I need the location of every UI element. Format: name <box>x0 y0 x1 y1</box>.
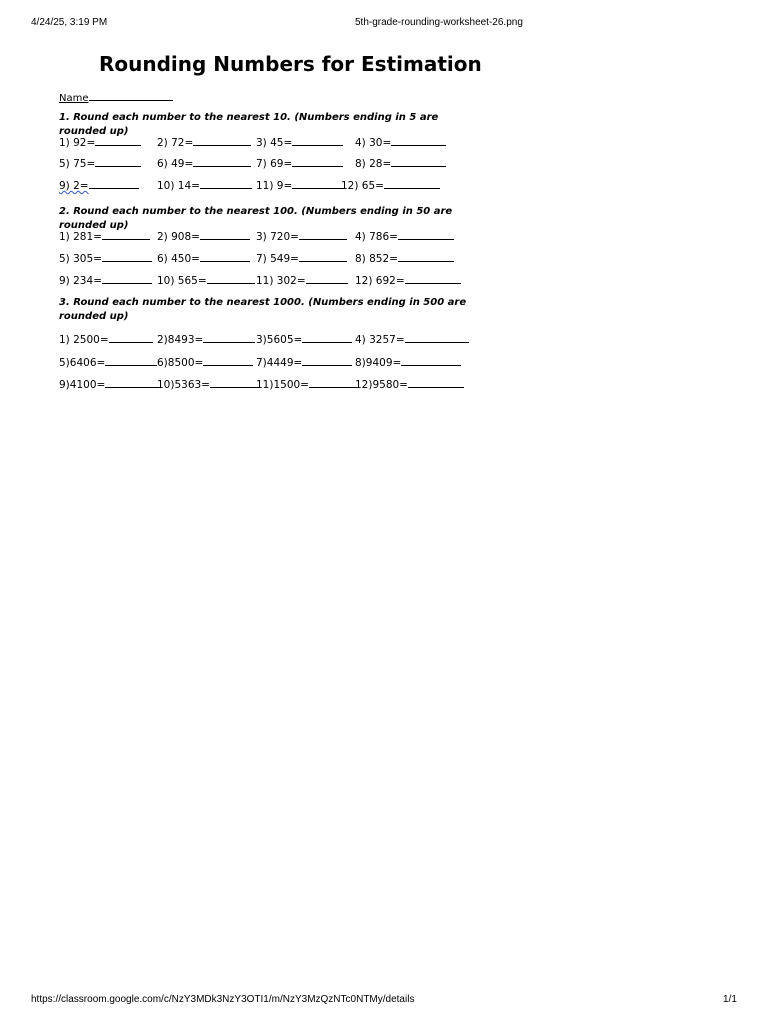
problem-item: 12) 65= <box>341 179 440 192</box>
section-3-row-3 <box>59 378 479 392</box>
section-3-row-1 <box>59 333 479 347</box>
answer-blank <box>102 274 152 284</box>
answer-blank <box>102 230 150 240</box>
name-label: Name <box>59 93 89 104</box>
problem-item: 9)4100= <box>59 378 159 391</box>
answer-blank <box>398 252 454 262</box>
problem-item: 3) 45= <box>256 136 343 149</box>
section-1-row-1 <box>59 136 479 150</box>
answer-blank <box>89 179 139 189</box>
section-2-row-2 <box>59 252 479 266</box>
answer-blank <box>292 179 344 189</box>
problem-item: 2) 72= <box>157 136 251 149</box>
section-3-heading: 3. Round each number to the nearest 1000. (Numbers ending in 500 are rounded up) <box>59 297 467 322</box>
problem-item: 5) 305= <box>59 252 152 265</box>
answer-blank <box>401 356 461 366</box>
problem-item: 7) 69= <box>256 157 343 170</box>
problem-item: 3) 720= <box>256 230 347 243</box>
page-url: https://classroom.google.com/c/NzY3MDk3NzY3OTI1/m/NzY3MzQzNTc0NTMy/details <box>31 994 415 1005</box>
print-footer <box>0 994 768 1008</box>
problem-item: 1) 281= <box>59 230 150 243</box>
answer-blank <box>102 252 152 262</box>
answer-blank <box>203 333 255 343</box>
answer-blank <box>95 136 141 146</box>
problem-item: 2)8493= <box>157 333 255 346</box>
problem-item: 5)6406= <box>59 356 157 369</box>
answer-blank <box>398 230 454 240</box>
problem-item: 11) 9= <box>256 179 344 192</box>
problem-item: 4) 30= <box>355 136 446 149</box>
problem-item: 7) 549= <box>256 252 347 265</box>
problem-item: 10) 565= <box>157 274 255 287</box>
answer-blank <box>302 333 352 343</box>
name-field <box>59 91 173 104</box>
answer-blank <box>105 378 159 388</box>
problem-item: 12) 692= <box>355 274 461 287</box>
print-datetime: 4/24/25, 3:19 PM <box>31 17 108 28</box>
problem-item: 11) 302= <box>256 274 348 287</box>
answer-blank <box>299 230 347 240</box>
problem-item: 5) 75= <box>59 157 141 170</box>
answer-blank <box>302 356 352 366</box>
answer-blank <box>207 274 255 284</box>
problem-item: 1) 92= <box>59 136 141 149</box>
problem-item: 8) 28= <box>355 157 446 170</box>
problem-item: 6) 49= <box>157 157 251 170</box>
answer-blank <box>203 356 253 366</box>
problem-item: 4) 3257= <box>355 333 469 346</box>
section-3-row-2 <box>59 356 479 370</box>
problem-item: 8) 852= <box>355 252 454 265</box>
page-number: 1/1 <box>723 994 737 1005</box>
problem-item: 10) 14= <box>157 179 252 192</box>
answer-blank <box>405 333 469 343</box>
problem-item: 2) 908= <box>157 230 250 243</box>
answer-blank <box>95 157 141 167</box>
answer-blank <box>200 179 252 189</box>
answer-blank <box>309 378 357 388</box>
answer-blank <box>384 179 440 189</box>
problem-item: 7)4449= <box>256 356 352 369</box>
section-2-row-1 <box>59 230 479 244</box>
problem-item: 9) 234= <box>59 274 152 287</box>
print-filename: 5th-grade-rounding-worksheet-26.png <box>355 17 523 28</box>
name-blank <box>89 91 173 101</box>
answer-blank <box>109 333 153 343</box>
answer-blank <box>200 230 250 240</box>
answer-blank <box>391 157 446 167</box>
problem-item: 3)5605= <box>256 333 352 346</box>
section-1-row-3 <box>59 179 479 193</box>
print-header <box>0 17 768 31</box>
worksheet-title: Rounding Numbers for Estimation <box>99 52 482 76</box>
section-1-row-2 <box>59 157 479 171</box>
answer-blank <box>306 274 348 284</box>
answer-blank <box>405 274 461 284</box>
problem-item: 4) 786= <box>355 230 454 243</box>
problem-item: 12)9580= <box>355 378 464 391</box>
answer-blank <box>292 157 343 167</box>
problem-item: 11)1500= <box>256 378 357 391</box>
section-1-heading: 1. Round each number to the nearest 10. (Numbers ending in 5 are rounded up) <box>59 112 439 137</box>
problem-item: 1) 2500= <box>59 333 153 346</box>
section-2-heading: 2. Round each number to the nearest 100. (Numbers ending in 50 are rounded up) <box>59 206 453 231</box>
answer-blank <box>210 378 260 388</box>
answer-blank <box>193 157 251 167</box>
answer-blank <box>193 136 251 146</box>
problem-item: 6) 450= <box>157 252 250 265</box>
section-2-row-3 <box>59 274 479 288</box>
problem-item: 9) 2= <box>59 179 139 192</box>
answer-blank <box>200 252 250 262</box>
answer-blank <box>408 378 464 388</box>
answer-blank <box>105 356 157 366</box>
answer-blank <box>391 136 446 146</box>
answer-blank <box>299 252 347 262</box>
problem-item: 6)8500= <box>157 356 253 369</box>
problem-item: 10)5363= <box>157 378 260 391</box>
answer-blank <box>292 136 343 146</box>
problem-item: 8)9409= <box>355 356 461 369</box>
